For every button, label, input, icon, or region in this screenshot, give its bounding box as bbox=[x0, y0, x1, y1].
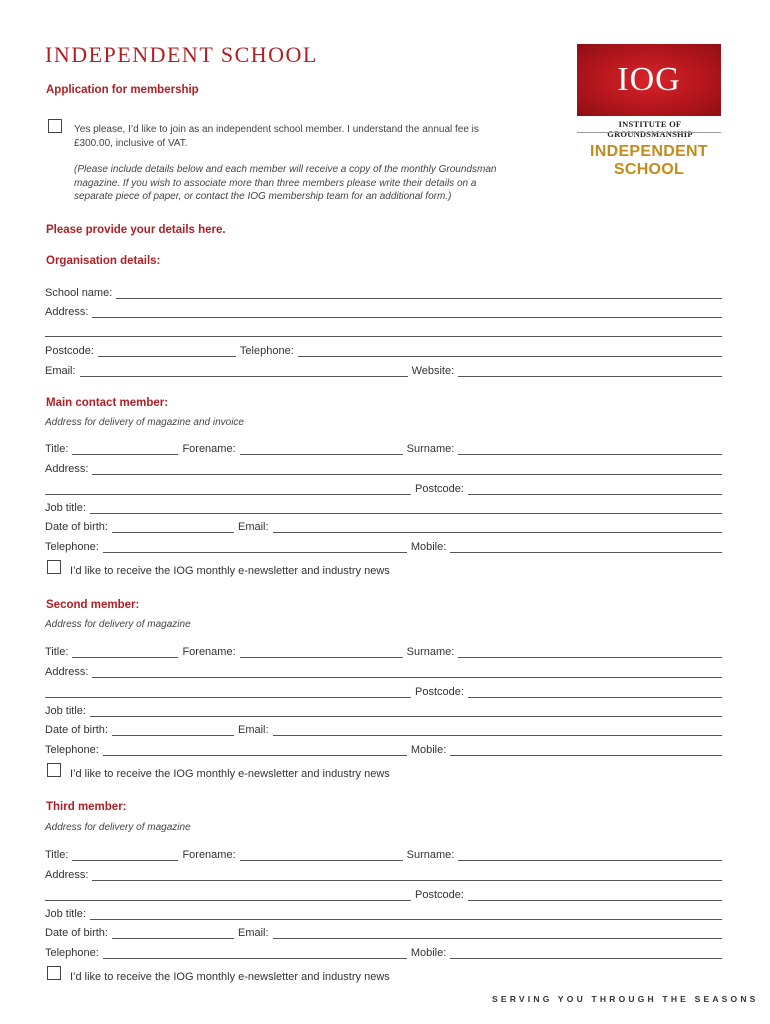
iog-logo bbox=[577, 44, 721, 116]
second-member-telephone-field[interactable] bbox=[103, 745, 407, 756]
third-member-newsletter-checkbox[interactable] bbox=[47, 966, 61, 980]
second-member-address-field[interactable] bbox=[92, 667, 722, 678]
third-member-dob-row bbox=[45, 925, 722, 939]
third-member-newsletter-label: I’d like to receive the IOG monthly e-newsletter and industry news bbox=[70, 971, 390, 983]
main-contact-address-field[interactable] bbox=[92, 464, 722, 475]
note-line: (Please include details below and each member will receive a copy of the monthly Groundsman bbox=[74, 164, 497, 175]
second-member-telephone-label: Telephone: bbox=[45, 744, 99, 756]
main-contact-subheading: Address for delivery of magazine and invoice bbox=[45, 417, 244, 428]
second-member-surname-field[interactable] bbox=[458, 647, 722, 658]
third-member-dob-field[interactable] bbox=[112, 928, 234, 939]
logo-mark: IOG bbox=[617, 61, 681, 98]
main-contact-surname-field[interactable] bbox=[458, 444, 722, 455]
third-member-telephone-label: Telephone: bbox=[45, 947, 99, 959]
independent-school-badge bbox=[577, 143, 721, 179]
main-contact-phone-row bbox=[45, 539, 722, 553]
main-contact-job-row bbox=[45, 500, 722, 514]
main-contact-forename-label: Forename: bbox=[182, 443, 236, 455]
main-contact-forename-field[interactable] bbox=[240, 444, 403, 455]
main-contact-name-row bbox=[45, 441, 722, 455]
second-member-email-field[interactable] bbox=[273, 725, 722, 736]
main-contact-title-field[interactable] bbox=[72, 444, 178, 455]
main-contact-newsletter-label: I’d like to receive the IOG monthly e-newsletter and industry news bbox=[70, 565, 390, 577]
main-contact-address-field-2[interactable] bbox=[45, 484, 411, 495]
third-member-name-row bbox=[45, 847, 722, 861]
org-email-field[interactable] bbox=[80, 366, 408, 377]
second-member-email-label: Email: bbox=[237, 724, 269, 736]
main-contact-dob-row bbox=[45, 519, 722, 533]
note-line: separate piece of paper, or contact the IOG membership team for an additional form.) bbox=[74, 191, 452, 202]
main-contact-postcode-row bbox=[45, 481, 722, 495]
org-postcode-label: Postcode: bbox=[45, 345, 94, 357]
main-contact-address-label: Address: bbox=[45, 463, 89, 475]
third-member-forename-field[interactable] bbox=[240, 850, 403, 861]
org-postcode-field[interactable] bbox=[98, 346, 236, 357]
third-member-job-title-label: Job title: bbox=[45, 908, 86, 920]
page-title: INDEPENDENT SCHOOL bbox=[45, 42, 318, 67]
third-member-title-label: Title: bbox=[45, 849, 69, 861]
second-member-dob-label: Date of birth: bbox=[45, 724, 108, 736]
second-member-postcode-row bbox=[45, 684, 722, 698]
second-member-subheading: Address for delivery of magazine bbox=[45, 619, 191, 630]
second-member-heading: Second member: bbox=[46, 599, 140, 611]
badge-line-2: SCHOOL bbox=[613, 161, 685, 178]
third-member-mobile-label: Mobile: bbox=[410, 947, 447, 959]
main-contact-postcode-label: Postcode: bbox=[415, 483, 464, 495]
main-contact-dob-field[interactable] bbox=[112, 522, 234, 533]
main-contact-telephone-label: Telephone: bbox=[45, 541, 99, 553]
second-member-phone-row bbox=[45, 742, 722, 756]
third-member-phone-row bbox=[45, 945, 722, 959]
second-member-newsletter-checkbox[interactable] bbox=[47, 763, 61, 777]
main-contact-mobile-field[interactable] bbox=[450, 542, 722, 553]
footer-tagline: SERVING YOU THROUGH THE SEASONS bbox=[492, 994, 759, 1004]
main-contact-mobile-label: Mobile: bbox=[410, 541, 447, 553]
third-member-address-row bbox=[45, 867, 722, 881]
org-email-label: Email: bbox=[45, 365, 76, 377]
school-name-field[interactable] bbox=[116, 288, 722, 299]
third-member-forename-label: Forename: bbox=[182, 849, 236, 861]
org-address-label: Address: bbox=[45, 306, 89, 318]
second-member-address-field-2[interactable] bbox=[45, 687, 411, 698]
second-member-address-row bbox=[45, 664, 722, 678]
main-contact-job-title-label: Job title: bbox=[45, 502, 86, 514]
third-member-postcode-label: Postcode: bbox=[415, 889, 464, 901]
third-member-dob-label: Date of birth: bbox=[45, 927, 108, 939]
second-member-forename-label: Forename: bbox=[182, 646, 236, 658]
third-member-job-row bbox=[45, 906, 722, 920]
third-member-address-field[interactable] bbox=[92, 870, 722, 881]
second-member-dob-row bbox=[45, 722, 722, 736]
membership-note bbox=[74, 163, 496, 204]
main-contact-newsletter-checkbox[interactable] bbox=[47, 560, 61, 574]
membership-checkbox[interactable] bbox=[48, 119, 62, 133]
logo-divider bbox=[577, 132, 721, 133]
main-contact-dob-label: Date of birth: bbox=[45, 521, 108, 533]
main-contact-heading: Main contact member: bbox=[46, 397, 169, 409]
organisation-heading: Organisation details: bbox=[46, 255, 161, 267]
second-member-mobile-label: Mobile: bbox=[410, 744, 447, 756]
org-telephone-field[interactable] bbox=[298, 346, 722, 357]
second-member-mobile-field[interactable] bbox=[450, 745, 722, 756]
org-telephone-label: Telephone: bbox=[239, 345, 294, 357]
second-member-address-label: Address: bbox=[45, 666, 89, 678]
third-member-telephone-field[interactable] bbox=[103, 948, 407, 959]
membership-text-line: Yes please, I’d like to join as an independent school member. I understand the annual fee is bbox=[74, 124, 479, 135]
second-member-surname-label: Surname: bbox=[406, 646, 455, 658]
main-contact-surname-label: Surname: bbox=[406, 443, 455, 455]
second-member-job-row bbox=[45, 703, 722, 717]
second-member-title-label: Title: bbox=[45, 646, 69, 658]
second-member-postcode-field[interactable] bbox=[468, 687, 722, 698]
second-member-newsletter-label: I’d like to receive the IOG monthly e-newsletter and industry news bbox=[70, 768, 390, 780]
main-contact-email-label: Email: bbox=[237, 521, 269, 533]
second-member-name-row bbox=[45, 644, 722, 658]
third-member-address-label: Address: bbox=[45, 869, 89, 881]
org-address-field-2[interactable] bbox=[45, 326, 722, 337]
third-member-subheading: Address for delivery of magazine bbox=[45, 822, 191, 833]
second-member-title-field[interactable] bbox=[72, 647, 178, 658]
main-contact-job-title-field[interactable] bbox=[90, 503, 722, 514]
second-member-job-title-field[interactable] bbox=[90, 706, 722, 717]
third-member-surname-label: Surname: bbox=[406, 849, 455, 861]
school-name-label: School name: bbox=[45, 287, 113, 299]
third-member-title-field[interactable] bbox=[72, 850, 178, 861]
second-member-job-title-label: Job title: bbox=[45, 705, 86, 717]
org-address-row-2 bbox=[45, 323, 722, 337]
org-website-field[interactable] bbox=[458, 366, 722, 377]
second-member-dob-field[interactable] bbox=[112, 725, 234, 736]
details-heading: Please provide your details here. bbox=[46, 224, 226, 236]
application-heading: Application for membership bbox=[46, 84, 199, 96]
main-contact-address-row bbox=[45, 461, 722, 475]
org-address-field[interactable] bbox=[92, 307, 722, 318]
third-member-surname-field[interactable] bbox=[458, 850, 722, 861]
third-member-heading: Third member: bbox=[46, 801, 127, 813]
membership-text bbox=[74, 123, 479, 150]
main-contact-telephone-field[interactable] bbox=[103, 542, 407, 553]
third-member-email-label: Email: bbox=[237, 927, 269, 939]
org-address-row bbox=[45, 304, 722, 318]
third-member-email-field[interactable] bbox=[273, 928, 722, 939]
note-line: magazine. If you wish to associate more than three members please write their details on a bbox=[74, 177, 477, 189]
third-member-address-field-2[interactable] bbox=[45, 890, 411, 901]
main-contact-email-field[interactable] bbox=[273, 522, 722, 533]
third-member-postcode-field[interactable] bbox=[468, 890, 722, 901]
second-member-forename-field[interactable] bbox=[240, 647, 403, 658]
third-member-mobile-field[interactable] bbox=[450, 948, 722, 959]
main-contact-title-label: Title: bbox=[45, 443, 69, 455]
org-postcode-row bbox=[45, 343, 722, 357]
membership-text-line: £300.00, inclusive of VAT. bbox=[74, 137, 188, 149]
third-member-postcode-row bbox=[45, 887, 722, 901]
third-member-job-title-field[interactable] bbox=[90, 909, 722, 920]
badge-line-1: INDEPENDENT bbox=[590, 143, 708, 160]
org-email-row bbox=[45, 363, 722, 377]
second-member-postcode-label: Postcode: bbox=[415, 686, 464, 698]
org-website-label: Website: bbox=[411, 365, 455, 377]
school-name-row bbox=[45, 285, 722, 299]
main-contact-postcode-field[interactable] bbox=[468, 484, 722, 495]
logo-org-name: INSTITUTE OF GROUNDSMANSHIP bbox=[607, 119, 693, 139]
